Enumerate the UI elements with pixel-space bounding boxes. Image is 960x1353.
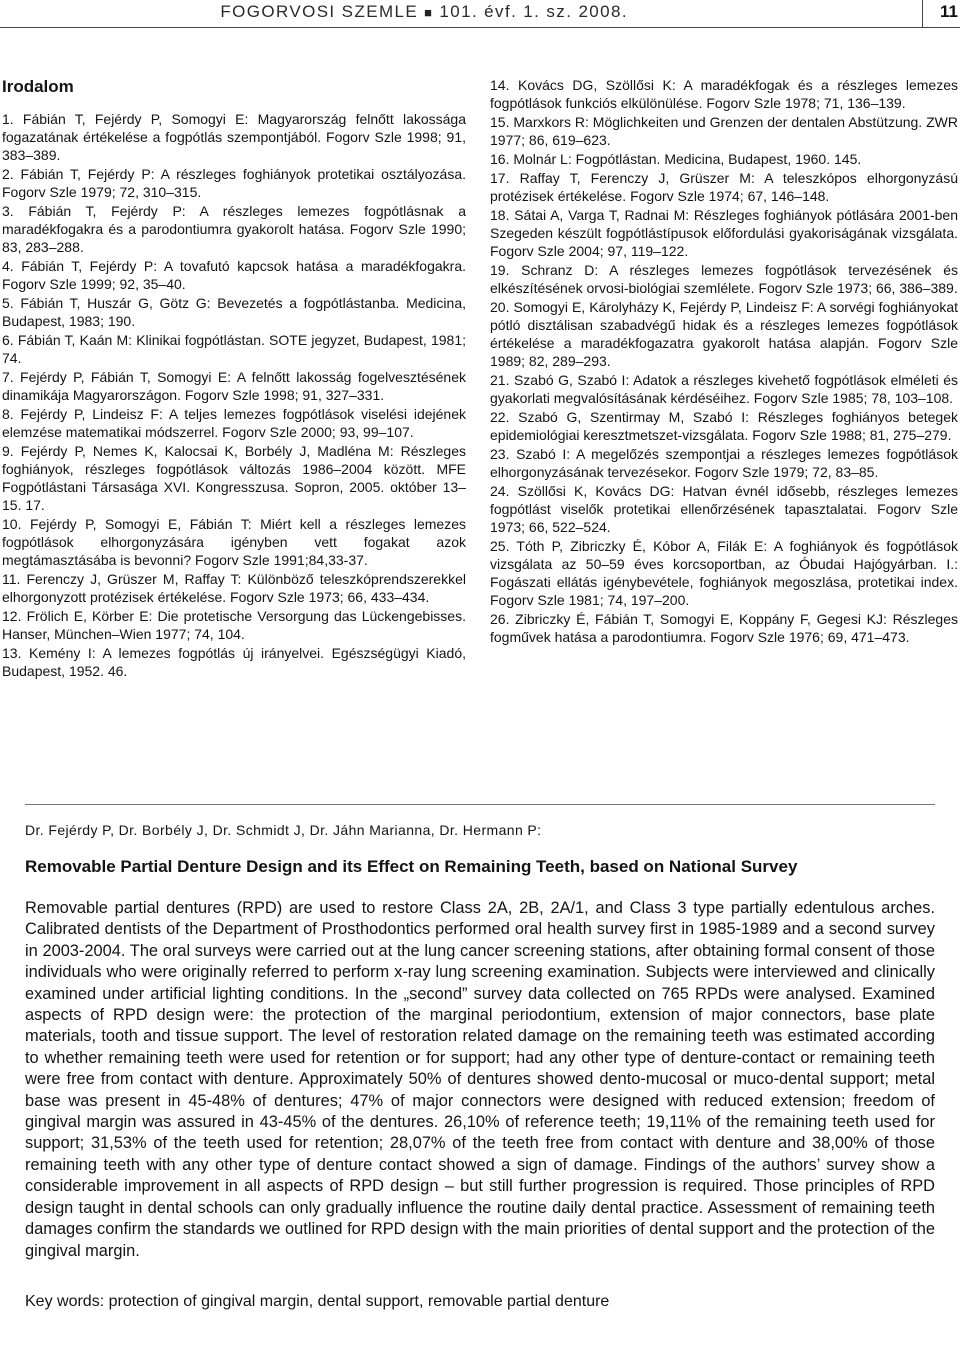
journal-name: FOGORVOSI SZEMLE	[220, 2, 419, 21]
references-left-column	[2, 76, 466, 680]
reference-item: 5. Fábián T, Huszár G, Götz G: Bevezetés a fogpótlástanba. Medicina, Budapest, 1983; 190.	[2, 295, 466, 329]
abstract-divider	[25, 804, 935, 805]
english-abstract	[25, 820, 935, 1312]
reference-item: 1. Fábián T, Fejérdy P, Somogyi E: Magyarország felnőtt lakossága fogazatának értékelése a fogpótlás szempontjából. Fogorv Szle 1998; 91, 383–389.	[2, 111, 466, 163]
reference-item: 10. Fejérdy P, Somogyi E, Fábián T: Miért kell a részleges lemezes fogpótlások elhorgonyzására igényben vett fogakat azok megtámasztásába is bevonni? Fogorv Szle 1991;84,33-37.	[2, 516, 466, 568]
reference-item: 15. Marxkors R: Möglichkeiten und Grenzen der dentalen Abstützung. ZWR 1977; 86, 619–623.	[490, 114, 958, 148]
running-head	[0, 0, 960, 28]
journal-title	[220, 2, 628, 22]
abstract-keywords: Key words: protection of gingival margin, dental support, removable partial denture	[25, 1292, 610, 1310]
reference-item: 13. Kemény I: A lemezes fogpótlás új irányelvei. Egészségügyi Kiadó, Budapest, 1952. 46.	[2, 645, 466, 679]
reference-item: 20. Somogyi E, Károlyházy K, Fejérdy P, Lindeisz F: A sorvégi foghiányokat pótló disztálisan szabadvégű hidak és a részleges lemezes fogpótlások értékelése a maradékfogazatra gyakorolt hatása alapján. Fogorv Szle 1989; 82, 289–293.	[490, 299, 958, 369]
abstract-title: Removable Partial Denture Design and its Effect on Remaining Teeth, based on National Survey	[25, 857, 798, 876]
reference-item: 8. Fejérdy P, Lindeisz F: A teljes lemezes fogpótlások viselési idejének elemzése matematikai módszerrel. Fogorv Szle 2000; 93, 99–107.	[2, 406, 466, 440]
reference-item: 22. Szabó G, Szentirmay M, Szabó I: Részleges foghiányos betegek epidemiológiai keresztmetszet-vizsgálata. Fogorv Szle 1988; 81, 275–279.	[490, 409, 958, 443]
reference-item: 26. Zibriczky É, Fábián T, Somogyi E, Koppány F, Gegesi KJ: Részleges fogművek hatása a parodontiumra. Fogorv Szle 1976; 69, 471–473.	[490, 611, 958, 645]
reference-item: 2. Fábián T, Fejérdy P: A részleges foghiányok protetikai osztályozása. Fogorv Szle 1979; 72, 310–315.	[2, 166, 466, 200]
abstract-body: Removable partial dentures (RPD) are used to restore Class 2A, 2B, 2A/1, and Class 3 type partially edentulous arches. Calibrated dentists of the Department of Prosthodontics performed oral health survey first in 1985-1989 and a second survey in 2003-2004. The oral surveys were carried out at the lung cancer screening stations, after obtaining formal consent of those individuals who were originally referred to perform x-ray lung screening examination. Subjects were interviewed and clinically examined under artificial lighting conditions. In the „second” survey data collected on 765 RPDs were analysed. Examined aspects of RPD design were: the protection of the marginal periodontium, extension of major connectors, base plate materials, tooth and tissue support. The level of restoration related damage on the remaining teeth was estimated according to whether remaining teeth were used for retention or for support; had any other type of denture-contact or remaining teeth were free from contact with denture. Approximately 50% of dentures showed dento-mucosal or muco-dental support; metal base was present in 45-48% of dentures; 47% of major connectors were designed with reduced extension; freedom of gingival margin was assured in 43-45% of the dentures. 26,10% of reference teeth; 19,11% of the remaining teeth used for support; 31,53% of the teeth used for retention; 28,07% of the teeth free from contact with denture and 38,00% of those remaining teeth with any other type of denture contact showed a sign of damage. Findings of the authors’ survey show a considerable improvement in all aspects of RPD design – but still further progression is required. Those principles of RPD design taught in dental schools can only gradually influence the routine daily dental practice. Assessment of remaining teeth damages confirm the standards we outlined for RPD design with the main priorities of dental support and the protection of the gingival margin.	[25, 899, 935, 1260]
reference-item: 7. Fejérdy P, Fábián T, Somogyi E: A felnőtt lakosság fogelvesztésének dinamikája Magyarországon. Fogorv Szle 1998; 91, 327–331.	[2, 369, 466, 403]
reference-item: 11. Ferenczy J, Grüszer M, Raffay T: Különböző teleszkóprendszerekkel elhorgonyzott protézisek értékelése. Fogorv Szle 1973; 66, 433–434.	[2, 571, 466, 605]
abstract-authors: Dr. Fejérdy P, Dr. Borbély J, Dr. Schmidt J, Dr. Jáhn Marianna, Dr. Hermann P:	[25, 822, 542, 838]
reference-item: 3. Fábián T, Fejérdy P: A részleges lemezes fogpótlásnak a maradékfogakra és a parodontiumra gyakorolt hatása. Fogorv Szle 1990; 83, 283–288.	[2, 203, 466, 255]
reference-item: 9. Fejérdy P, Nemes K, Kalocsai K, Borbély J, Madléna M: Részleges foghiányok, részleges fogpótlások változás 1986–2004 között. MFE Fogpótlástani Társasága XVI. Kongresszusa. Sopron, 2005. október 13–15. 17.	[2, 443, 466, 513]
reference-item: 12. Frölich E, Körber E: Die protetische Versorgung das Lückengebisses. Hanser, München–Wien 1977; 74, 104.	[2, 608, 466, 642]
issue-info: 101. évf. 1. sz. 2008.	[439, 2, 628, 21]
reference-item: 25. Tóth P, Zibriczky É, Kóbor A, Filák E: A foghiányok és fogpótlások vizsgálata az 50–59 éves korcsoportban, az Óbudai Hajógyárban. I.: Fogászati ellátás igénybevétele, foghiányok megoszlása, protetikai index. Fogorv Szle 1981; 74, 197–200.	[490, 538, 958, 608]
reference-item: 6. Fábián T, Kaán M: Klinikai fogpótlástan. SOTE jegyzet, Budapest, 1981; 74.	[2, 332, 466, 366]
header-vertical-rule	[922, 0, 923, 28]
references-heading: Irodalom	[2, 77, 74, 96]
reference-item: 23. Szabó I: A megelőzés szempontjai a részleges lemezes fogpótlások elhorgonyzásának tervezésekor. Fogorv Szle 1979; 72, 83–85.	[490, 446, 958, 480]
page-number: 11	[940, 2, 958, 21]
references-right-column	[490, 76, 958, 646]
square-bullet-icon: ■	[424, 5, 434, 20]
header-rule	[0, 27, 960, 28]
reference-item: 4. Fábián T, Fejérdy P: A tovafutó kapcsok hatása a maradékfogakra. Fogorv Szle 1999; 92, 35–40.	[2, 258, 466, 292]
reference-item: 24. Szöllősi K, Kovács DG: Hatvan évnél idősebb, részleges lemezes fogpótlást viselők protetikai ellenőrzésének tapasztalatai. Fogorv Szle 1973; 66, 522–524.	[490, 483, 958, 535]
reference-item: 19. Schranz D: A részleges lemezes fogpótlások tervezésének és elkészítésének orvosi-biológiai szemlélete. Fogorv Szle 1973; 66, 386–389.	[490, 262, 958, 296]
reference-item: 14. Kovács DG, Szöllősi K: A maradékfogak és a részleges lemezes fogpótlások funkciós elkülönülése. Fogorv Szle 1978; 71, 136–139.	[490, 77, 958, 111]
reference-item: 16. Molnár L: Fogpótlástan. Medicina, Budapest, 1960. 145.	[490, 151, 862, 167]
reference-item: 17. Raffay T, Ferenczy J, Grüszer M: A teleszkópos elhorgonyzású protézisek értékelése. Fogorv Szle 1974; 67, 146–148.	[490, 170, 958, 204]
reference-item: 21. Szabó G, Szabó I: Adatok a részleges kivehető fogpótlások elméleti és gyakorlati megvalósításának kérdéséihez. Fogorv Szle 1985; 78, 103–108.	[490, 372, 958, 406]
reference-item: 18. Sátai A, Varga T, Radnai M: Részleges foghiányok pótlására 2001-ben Szegeden készült fogpótlástípusok előfordulási gyakoriságának vizsgálata. Fogorv Szle 2004; 97, 119–122.	[490, 207, 958, 259]
